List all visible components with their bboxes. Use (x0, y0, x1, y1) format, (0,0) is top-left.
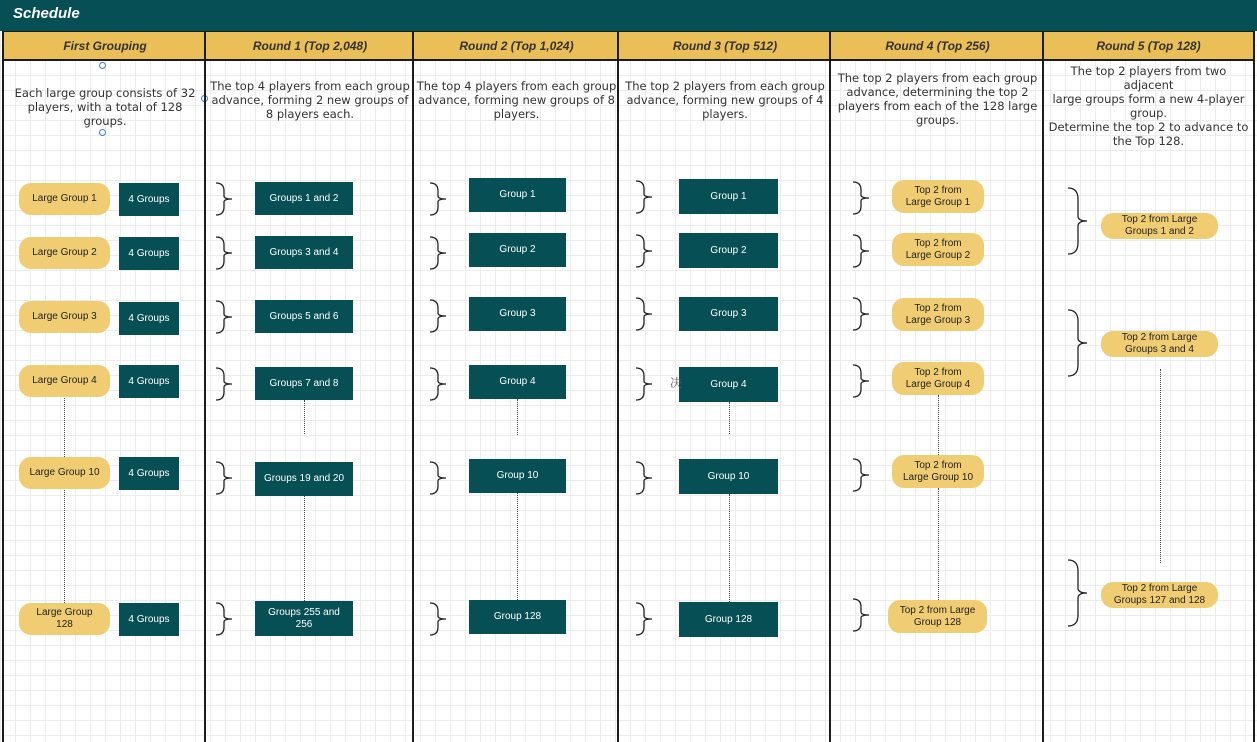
continuation-dots (304, 496, 305, 601)
large-group-pill[interactable]: Large Group 10 (19, 457, 110, 489)
bracket-brace (851, 181, 873, 215)
bracket-brace (634, 602, 656, 636)
column-round-1 (204, 31, 414, 742)
column-header: Round 1 (Top 2,048) (206, 31, 414, 61)
column-description: Each large group consists of 32 players, with a total of 128 groups. (14, 86, 196, 128)
round4-result-pill[interactable]: Top 2 from Large Group 3 (892, 298, 984, 331)
column-header: Round 3 (Top 512) (619, 31, 831, 61)
large-group-pill[interactable]: Large Group 2 (19, 237, 110, 269)
bracket-brace (1066, 559, 1090, 627)
column-round-4 (829, 31, 1044, 742)
bracket-brace (428, 602, 450, 636)
group-count-box[interactable]: 4 Groups (119, 237, 179, 270)
round4-result-pill[interactable]: Top 2 from Large Group 2 (892, 233, 984, 266)
column-first-grouping (2, 31, 206, 742)
round3-group-box[interactable]: Group 10 (679, 459, 778, 494)
bracket-brace (214, 461, 236, 495)
round5-result-pill[interactable]: Top 2 from Large Groups 1 and 2 (1101, 213, 1218, 239)
bracket-brace (634, 461, 656, 495)
large-group-pill[interactable]: Large Group 3 (19, 301, 110, 333)
round4-result-pill[interactable]: Top 2 from Large Group 1 (892, 180, 984, 213)
bracket-brace (634, 180, 656, 214)
group-count-box[interactable]: 4 Groups (119, 302, 179, 335)
round2-group-box[interactable]: Group 10 (469, 459, 566, 493)
round4-result-pill[interactable]: Top 2 from Large Group 4 (892, 362, 984, 395)
continuation-dots (64, 490, 65, 603)
round2-group-box[interactable]: Group 4 (469, 365, 566, 399)
round4-result-pill[interactable]: Top 2 from Large Group 128 (888, 600, 987, 633)
continuation-dots (304, 400, 305, 434)
column-description: The top 2 players from each group advance, forming new groups of 4 players. (625, 79, 825, 121)
bracket-brace (214, 182, 236, 216)
column-header: Round 2 (Top 1,024) (414, 31, 619, 61)
column-round-2 (412, 31, 619, 742)
bracket-brace (851, 364, 873, 398)
column-header: Round 4 (Top 256) (831, 31, 1044, 61)
round1-group-box[interactable]: Groups 1 and 2 (255, 182, 353, 215)
round3-group-box[interactable]: Group 3 (679, 297, 778, 331)
continuation-dots (729, 494, 730, 602)
bracket-brace (851, 458, 873, 492)
round2-group-box[interactable]: Group 2 (469, 233, 566, 267)
schedule-title: Schedule (0, 0, 1257, 31)
bracket-brace (428, 236, 450, 270)
round1-group-box[interactable]: Groups 3 and 4 (255, 236, 353, 269)
group-count-box[interactable]: 4 Groups (119, 183, 179, 216)
round2-group-box[interactable]: Group 1 (469, 178, 566, 212)
bracket-brace (428, 182, 450, 216)
bracket-brace (634, 367, 656, 401)
round3-group-box[interactable]: Group 2 (679, 233, 778, 268)
group-count-box[interactable]: 4 Groups (119, 365, 179, 398)
selection-handle-top[interactable] (99, 62, 106, 69)
group-count-box[interactable]: 4 Groups (119, 603, 179, 636)
bracket-brace (851, 598, 873, 632)
column-description: The top 4 players from each group advance, forming 2 new groups of 8 players each. (210, 79, 410, 121)
bracket-brace (214, 236, 236, 270)
round5-result-pill[interactable]: Top 2 from Large Groups 127 and 128 (1101, 582, 1218, 608)
bracket-brace (214, 602, 236, 636)
column-description: The top 4 players from each group advance, forming new groups of 8 players. (416, 79, 617, 121)
continuation-dots (64, 398, 65, 457)
round2-group-box[interactable]: Group 3 (469, 297, 566, 331)
round3-group-box[interactable]: Group 4 (679, 367, 778, 402)
continuation-dots (1160, 369, 1161, 563)
column-description: The top 2 players from each group advance, determining the top 2 players from each of the 128 large groups. (837, 71, 1038, 127)
bracket-brace (634, 234, 656, 268)
stray-glyph: 决 (670, 376, 683, 390)
bracket-brace (428, 299, 450, 333)
continuation-dots (517, 493, 518, 600)
round1-group-box[interactable]: Groups 19 and 20 (255, 462, 353, 496)
bracket-brace (214, 367, 236, 401)
group-count-box[interactable]: 4 Groups (119, 457, 179, 490)
large-group-pill[interactable]: Large Group 1 (19, 183, 110, 215)
bracket-brace (428, 461, 450, 495)
bracket-brace (634, 297, 656, 331)
column-header: First Grouping (4, 31, 206, 61)
round3-group-box[interactable]: Group 128 (679, 602, 778, 637)
column-header: Round 5 (Top 128) (1044, 31, 1253, 61)
bracket-brace (214, 300, 236, 334)
bracket-brace (1066, 187, 1090, 255)
round5-result-pill[interactable]: Top 2 from Large Groups 3 and 4 (1101, 331, 1218, 357)
bracket-brace (1066, 309, 1090, 377)
column-round-3 (617, 31, 831, 742)
round1-group-box[interactable]: Groups 7 and 8 (255, 367, 353, 400)
large-group-pill[interactable]: Large Group 128 (19, 603, 110, 635)
bracket-brace (851, 234, 873, 268)
large-group-pill[interactable]: Large Group 4 (19, 365, 110, 397)
continuation-dots (938, 488, 939, 600)
round4-result-pill[interactable]: Top 2 from Large Group 10 (892, 455, 984, 488)
bracket-brace (851, 297, 873, 331)
column-round-5 (1042, 31, 1255, 742)
bracket-brace (428, 367, 450, 401)
round1-group-box[interactable]: Groups 255 and 256 (255, 601, 353, 636)
continuation-dots (517, 399, 518, 435)
column-description: The top 2 players from two adjacent large groups form a new 4-player group. Determine the top 2 to advance to the Top 128. (1048, 64, 1249, 148)
round3-group-box[interactable]: Group 1 (679, 179, 778, 214)
round1-group-box[interactable]: Groups 5 and 6 (255, 300, 353, 333)
selection-handle-bottom[interactable] (99, 129, 106, 136)
continuation-dots (938, 395, 939, 455)
round2-group-box[interactable]: Group 128 (469, 600, 566, 634)
continuation-dots (729, 402, 730, 434)
